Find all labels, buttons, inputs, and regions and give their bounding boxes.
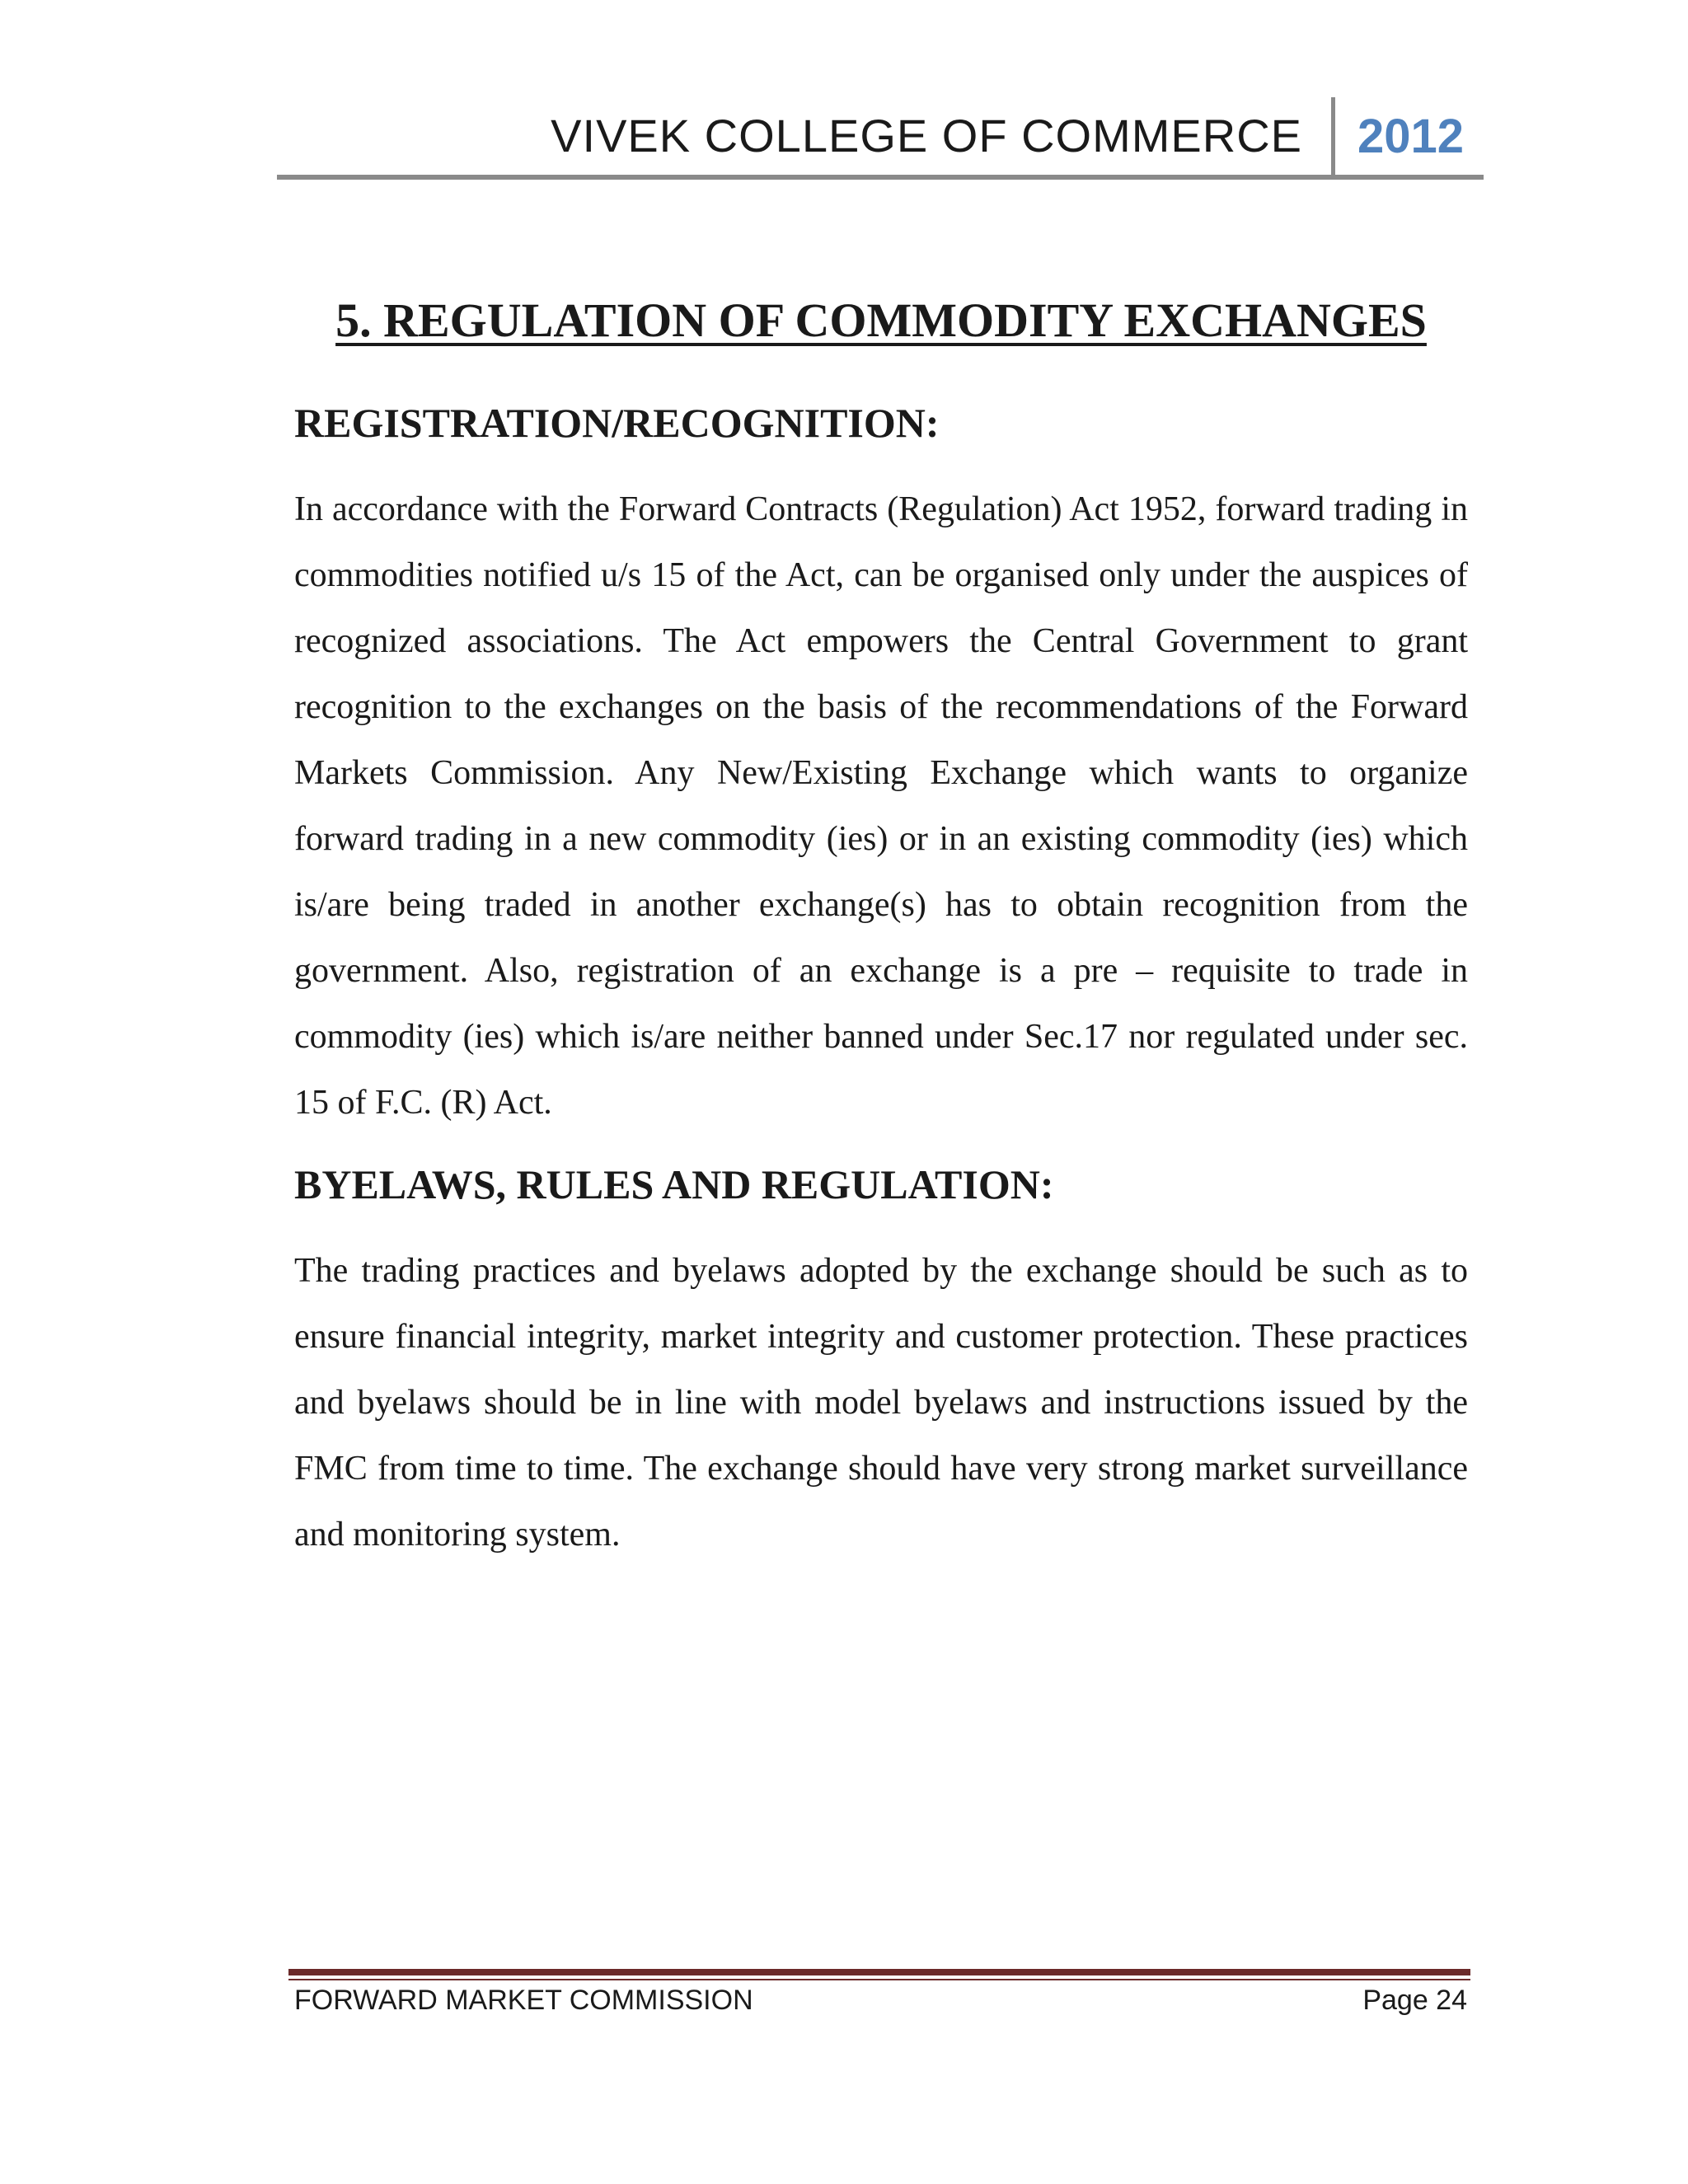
section-paragraph-registration: In accordance with the Forward Contracts (Regulation) Act 1952, forward trading in commodities notified u/s 15 of the Act, can be organised only under the auspices of recognized associations. The Act empowers the Central Government to grant recognition to the exchanges on the basis of the recommendations of the Forward Markets Commission. Any New/Existing Exchange which wants to organize forward trading in a new commodity (ies) or in an existing commodity (ies) which is/are being traded in another exchange(s) has to obtain recognition from the government. Also, registration of an exchange is a pre – requisite to trade in commodity (ies) which is/are neither banned under Sec.17 nor regulated under sec. 15 of F.C. (R) Act. xyxy=(294,490,1468,1122)
page-number: Page 24 xyxy=(1362,1985,1467,2016)
page-content xyxy=(294,293,1468,1592)
footer-rule-thin xyxy=(288,1979,1470,1980)
footer-title: FORWARD MARKET COMMISSION xyxy=(294,1985,753,2016)
footer-rule-thick xyxy=(288,1969,1470,1975)
section-paragraph-byelaws: The trading practices and byelaws adopted by the exchange should be such as to ensure financial integrity, market integrity and customer protection. These practices and byelaws should be in line with model byelaws and instructions issued by the FMC from time to time. The exchange should have very strong market surveillance and monitoring system. xyxy=(294,1252,1468,1554)
header-rule xyxy=(277,175,1484,180)
section-heading-byelaws: BYELAWS, RULES AND REGULATION: xyxy=(294,1161,1054,1207)
chapter-title: 5. REGULATION OF COMMODITY EXCHANGES xyxy=(335,293,1427,347)
header-year: 2012 xyxy=(1357,110,1464,163)
section-heading-registration: REGISTRATION/RECOGNITION: xyxy=(294,400,940,446)
header-college-name: VIVEK COLLEGE OF COMMERCE xyxy=(551,110,1302,162)
header-divider xyxy=(1331,97,1335,178)
page-header xyxy=(277,97,1484,180)
